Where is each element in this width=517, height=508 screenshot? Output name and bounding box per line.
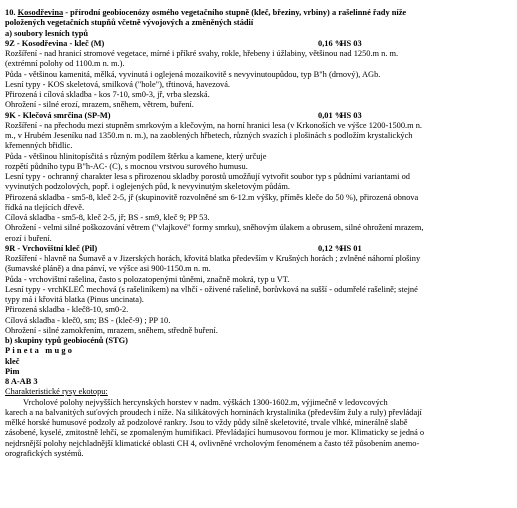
characteristics-line: zásobené, kyselé, zmitostně lehčí, se zpomaleným humifikaci. Převládající humusovou formou je mor. Klimaticky se jedná o <box>5 428 425 438</box>
type-heading-9z <box>5 39 512 49</box>
type-line: vyvinutých podzolových, popř. i oglejených půd, k nevyvinutým skeletovým půdám. <box>5 182 290 192</box>
type-line: Půda - většinou kamenitá, mělká, vyvinutá i oglejená mozaikovitě s nevyvinutoupůdou, typ B"h (drnový), AGb. <box>5 69 381 79</box>
heading-underlined-term: Kosodřevina <box>17 8 64 17</box>
type-line: Ohrožení - silné erozí, mrazem, sněhem, větrem, buření. <box>5 100 194 110</box>
subsection-b-heading: b) skupiny typů geobiocénů (STG) <box>5 336 128 345</box>
type-line: Půda - vrchovištní rašelina, často s polozatopenými tůněmi, značně mokrá, typ u VT. <box>5 274 290 284</box>
type-line: (extrémní polohy od 1100.m n. m.). <box>5 59 125 69</box>
type-percent: 0,01 % <box>318 110 344 120</box>
type-heading-9r <box>5 244 512 254</box>
stg-abbrev: Pim <box>5 366 20 376</box>
type-line: Půda - většinou hlinitopísčitá s různým podílem štěrku a kamene, který určuje <box>5 151 267 161</box>
type-line: erozí i buření. <box>5 233 52 243</box>
type-line: typy má i křovitá blatka (Pinus uncinata). <box>5 295 144 304</box>
type-heading-9k <box>5 111 512 121</box>
type-hs: HS 01 <box>340 243 362 253</box>
type-line: křemenných břidlic. <box>5 141 73 151</box>
type-line: Přirozená skladba - kleč8-10, sm0-2. <box>5 305 129 315</box>
stg-czech-name: kleč <box>5 356 20 366</box>
type-line: řídká na tlejících dřevě. <box>5 202 85 212</box>
type-line: Cílová skladba - kleč0, sm; BS - (kleč-9) ; PP 10. <box>5 315 171 325</box>
section-heading-line1 <box>5 8 512 18</box>
type-line: Ohrožení - velmi silné poškozování větrem ("vlajkové" formy smrku), sněhovým úlakem a obrusem, silné ohrožení mrazem, <box>5 223 424 233</box>
type-line: Lesní typy - KOS skeletová, smilková ("hole"), třtinová, havezová. <box>5 79 231 89</box>
type-hs: HS 03 <box>340 110 362 120</box>
heading-number: 10. <box>5 8 16 17</box>
type-line: (šumavské pláně) a dna pánví, ve výšce asi 900-1150.m n. m. <box>5 264 211 274</box>
type-line: rozpětí půdního typu B"h-AC- (C), s mocnou vrstvou surového humusu. <box>5 161 248 171</box>
type-line: Přirozená skladba - sm5-8, kleč 2-5, jř (skupinovitě rozvolněné sm 6-12.m výšky, příměs kleče do 50 %), přirozená obnova <box>5 192 419 202</box>
type-line: Ohrožení - silné zamokřením, mrazem, sněhem, středně buření. <box>5 325 218 335</box>
type-code: 9R - Vrchovištní kleč (Pil) <box>5 243 98 253</box>
type-line: Rozšíření - nad hranicí stromové vegetace, mírné i příkré svahy, rokle, hřebeny i úžlabiny, většinou nad 1250.m n. m. <box>5 49 399 58</box>
stg-code: 8 A-AB 3 <box>5 377 38 386</box>
type-code: 9K - Klečová smrčina (SP-M) <box>5 110 111 120</box>
type-line: Cílová skladba - sm5-8, kleč 2-5, jř; BS - sm9, kleč 9; PP 53. <box>5 213 210 222</box>
characteristics-line: orografických systémů. <box>5 448 84 458</box>
type-line: Lesní typy - ochranný charakter lesa s přirozenou skladby porostů umožňují vytvořit soubor typ s půdními variantami od <box>5 172 410 181</box>
type-line: Rozšíření - na přechodu mezi stupněm smrkovým a klečovým, na horní hranici lesa (v Krkonoších ve výšce 1200-1500.m n. <box>5 120 423 130</box>
characteristics-line: Vrcholové polohy nejvyšších hercynských horstev v nadm. výškách 1300-1602.m, výjimečně v ledovcových <box>23 397 388 407</box>
type-line: Rozšíření - hlavně na Šumavě a v Jizerských horách, křovitá blatka především v Krušných horách ; zvlněné náhorní plošiny <box>5 254 421 263</box>
section-heading-line2: položených vegetačních stupňů včetně vývojových a změněných stádií <box>5 18 254 28</box>
characteristics-heading: Charakteristické rysy ekotopu: <box>5 387 108 397</box>
type-code: 9Z - Kosodřevina - kleč (M) <box>5 38 105 48</box>
characteristics-line: nejdrsnější polohy nejchladnější klimatické oblasti CH 4, ovlivněné vrcholovým fenoménem a často též působením anemo- <box>5 438 420 448</box>
stg-name: Pineta mugo <box>5 346 75 356</box>
type-percent: 0,12 % <box>318 243 344 253</box>
type-line: m., v Hrubém Jeseníku nad 1350.m n. m.), na zaoblených hřbetech, různých svazích i plošinách s podložím krystalických <box>5 131 413 140</box>
characteristics-line: karech a na balvanitých suťových proudech i níže. Na silikátových horninách krystalinika (především žuly a ruly) převládají <box>5 407 422 417</box>
type-line: Lesní typy - vrchKLEČ mechová (s rašeliníkem) na vlhčí - oživené rašelině, borůvková na sušší - odumřelé rašelině; stejné <box>5 284 418 294</box>
subsection-a-heading: a) soubory lesních typů <box>5 28 89 38</box>
type-percent: 0,16 % <box>318 38 344 48</box>
type-line: Přirozená i cílová skladba - kos 7-10, sm0-3, jř, vrba slezská. <box>5 90 210 99</box>
characteristics-line: mělké horské humusové podzoly až podzolové rankry. Jsou to vždy půdy silně skeletovité, trvale vlhké, minerálně slabě <box>5 418 408 427</box>
heading-rest: - přírodní geobiocenózy osmého vegetačního stupně (kleč, březiny, vrbiny) a rašelinné řady níže <box>63 8 407 17</box>
type-hs: HS 03 <box>340 38 362 48</box>
